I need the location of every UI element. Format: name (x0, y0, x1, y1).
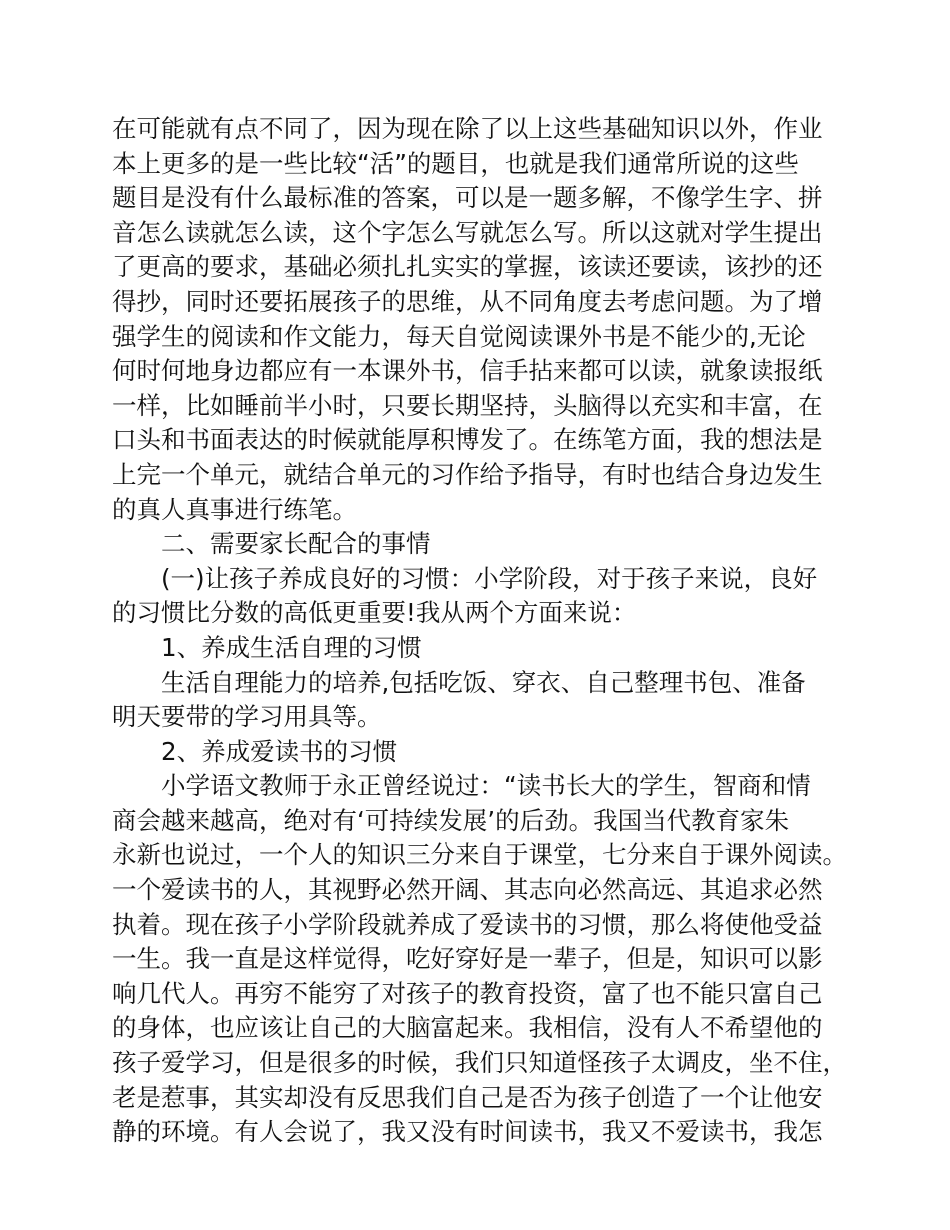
text-line: 强学生的阅读和作文能力，每天自觉阅读课外书是不能少的,无论 (112, 321, 806, 351)
text-line: 的习惯比分数的高低更重要!我从两个方面来说： (112, 598, 637, 628)
text-line: 孩子爱学习，但是很多的时候，我们只知道怪孩子太调皮，坐不住， (112, 1048, 847, 1078)
text-line: 生活自理能力的培养,包括吃饭、穿衣、自己整理书包、准备 (161, 667, 806, 697)
text-line: 执着。现在孩子小学阶段就养成了爱读书的习惯，那么将使他受益 (112, 909, 823, 939)
text-line: 音怎么读就怎么读，这个字怎么写就怎么写。所以这就对学生提出 (112, 217, 823, 247)
text-line: 老是惹事，其实却没有反思我们自己是否为孩子创造了一个让他安 (112, 1082, 823, 1112)
text-line: 小学语文教师于永正曾经说过：“读书长大的学生，智商和情 (161, 771, 811, 801)
text-line: 一生。我一直是这样觉得，吃好穿好是一辈子，但是，知识可以影 (112, 944, 823, 974)
text-line: 何时何地身边都应有一本课外书，信手拈来都可以读，就象读报纸 (112, 356, 823, 386)
text-line: 2、养成爱读书的习惯 (161, 736, 398, 766)
text-line: 静的环境。有人会说了，我又没有时间读书，我又不爱读书，我怎 (112, 1117, 823, 1147)
text-line: 1、养成生活自理的习惯 (161, 632, 422, 662)
text-line: 题目是没有什么最标准的答案，可以是一题多解，不像学生字、拼 (112, 183, 823, 213)
text-line: 永新也说过，一个人的知识三分来自于课堂，七分来自于课外阅读。 (112, 840, 847, 870)
text-line: 明天要带的学习用具等。 (112, 702, 382, 732)
text-line: 商会越来越高，绝对有‘可持续发展’的后劲。我国当代教育家朱 (112, 805, 790, 835)
text-line: 的身体，也应该让自己的大脑富起来。我相信，没有人不希望他的 (112, 1013, 823, 1043)
text-line: 在可能就有点不同了，因为现在除了以上这些基础知识以外，作业 (112, 114, 823, 143)
text-line: 本上更多的是一些比较“活”的题目，也就是我们通常所说的这些 (112, 148, 799, 178)
text-line: 一样，比如睡前半小时，只要长期坚持，头脑得以充实和丰富，在 (112, 390, 823, 420)
text-line: 一个爱读书的人，其视野必然开阔、其志向必然高远、其追求必然 (112, 875, 823, 905)
text-line: 二、需要家长配合的事情 (161, 529, 431, 559)
text-line: 得抄，同时还要拓展孩子的思维，从不同角度去考虑问题。为了增 (112, 286, 823, 316)
text-line: 响几代人。再穷不能穷了对孩子的教育投资，富了也不能只富自己 (112, 978, 823, 1008)
body-text (112, 112, 847, 1150)
text-line: 的真人真事进行练笔。 (112, 494, 357, 524)
text-line: 了更高的要求，基础必须扎扎实实的掌握，该读还要读，该抄的还 (112, 252, 823, 282)
text-line: 口头和书面表达的时候就能厚积博发了。在练笔方面，我的想法是 (112, 425, 823, 455)
text-line: (一)让孩子养成良好的习惯：小学阶段，对于孩子来说，良好 (161, 563, 818, 593)
text-line: 上完一个单元，就结合单元的习作给予指导，有时也结合身边发生 (112, 459, 823, 489)
